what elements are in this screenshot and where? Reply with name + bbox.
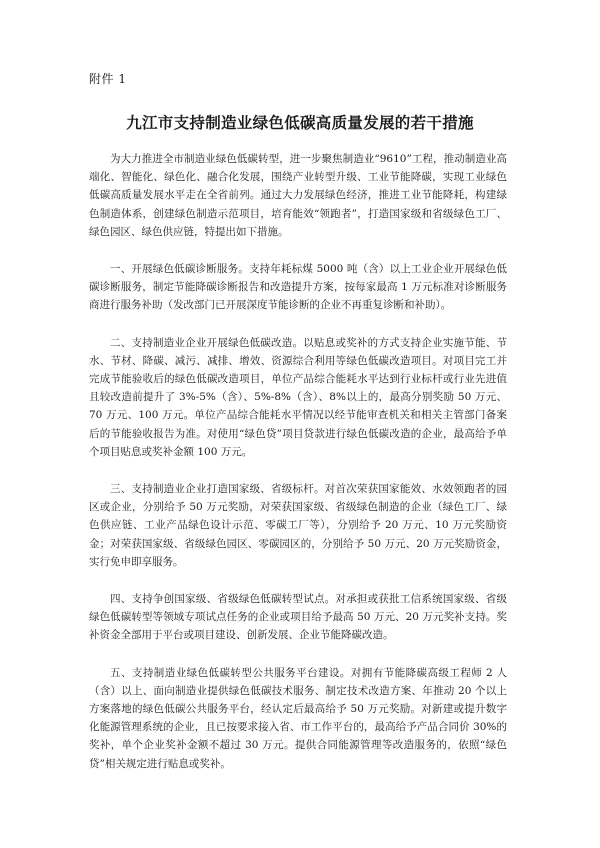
attachment-label: 附件 1	[89, 72, 127, 86]
paragraph-measure-2: 二、支持制造业企业开展绿色低碳改造。以贴息或奖补的方式支持企业实施节能、节水、节材、降碳、减污、减排、增效、资源综合利用等绿色低碳改造项目。对项目完工并完成节能验收后的绿色低碳改造项目，单位产品综合能耗水平达到行业标杆或行业先进值且较改造前提升了 3%-5%（含）、5%-8%（含）、8%以上的，最高分别奖励 50 万元、70 万元、100 万元。单位产品综合能耗水平情况以经节能审查机关和相关主管部门备案后的节能验收报告为准。对使用“绿色贷”项目贷款进行绿色低碳改造的企业，最高给予单个项目贴息或奖补金额 100 万元。	[89, 336, 507, 458]
paragraph-measure-3: 三、支持制造业企业打造国家级、省级标杆。对首次荣获国家能效、水效领跑者的园区或企业，分别给予 50 万元奖励，对荣获国家级、省级绿色制造的企业（绿色工厂、绿色供应链、工业产品绿色设计示范、零碳工厂等），分别给予 20 万元、10 万元奖励资金；对荣获国家级、省级绿色园区、零碳园区的，分别给予 50 万元、20 万元奖励资金，实行免申即享服务。	[89, 483, 507, 568]
paragraph-measure-4: 四、支持争创国家级、省级绿色低碳转型试点。对承担或获批工信系统国家级、省级绿色低碳转型等领域专项试点任务的企业或项目给予最高 50 万元、20 万元奖补支持。奖补资金全部用于平台或项目建设、创新发展、企业节能降碳改造。	[89, 593, 507, 642]
document-body	[89, 150, 507, 792]
paragraph-measure-5: 五、支持制造业绿色低碳转型公共服务平台建设。对拥有节能降碳高级工程师 2 人（含）以上、面向制造业提供绿色低碳技术服务、制定技术改造方案、年推动 20 个以上方案落地的绿色低碳公共服务平台，经认定后最高给予 50 万元奖励。对新建或提升数字化能源管理系统的企业，且已按要求接入省、市工作平台的，最高给予产品合同价 30%的奖补，单个企业奖补金额不超过 30 万元。提供合同能源管理等改造服务的，依照“绿色贷”相关规定进行贴息或奖补。	[89, 666, 507, 770]
paragraph-measure-1: 一、开展绿色低碳诊断服务。支持年耗标煤 5000 吨（含）以上工业企业开展绿色低碳诊断服务，制定节能降碳诊断报告和改造提升方案，按每家最高 1 万元标准对诊断服务商进行服务补助（发改部门已开展深度节能诊断的企业不再重复诊断和补助）。	[89, 263, 507, 312]
paragraph-intro: 为大力推进全市制造业绿色低碳转型，进一步聚焦制造业“9610”工程，推动制造业高端化、智能化、绿色化、融合化发展，围绕产业转型升级、工业节能降碳，实现工业绿色低碳高质量发展水平走在全省前列。通过大力发展绿色经济，推进工业节能降耗，构建绿色制造体系，创建绿色制造示范项目，培育能效“领跑者”，打造国家级和省级绿色工厂、绿色园区、绿色供应链，特提出如下措施。	[89, 153, 507, 238]
document-title: 九江市支持制造业绿色低碳高质量发展的若干措施	[126, 113, 474, 132]
